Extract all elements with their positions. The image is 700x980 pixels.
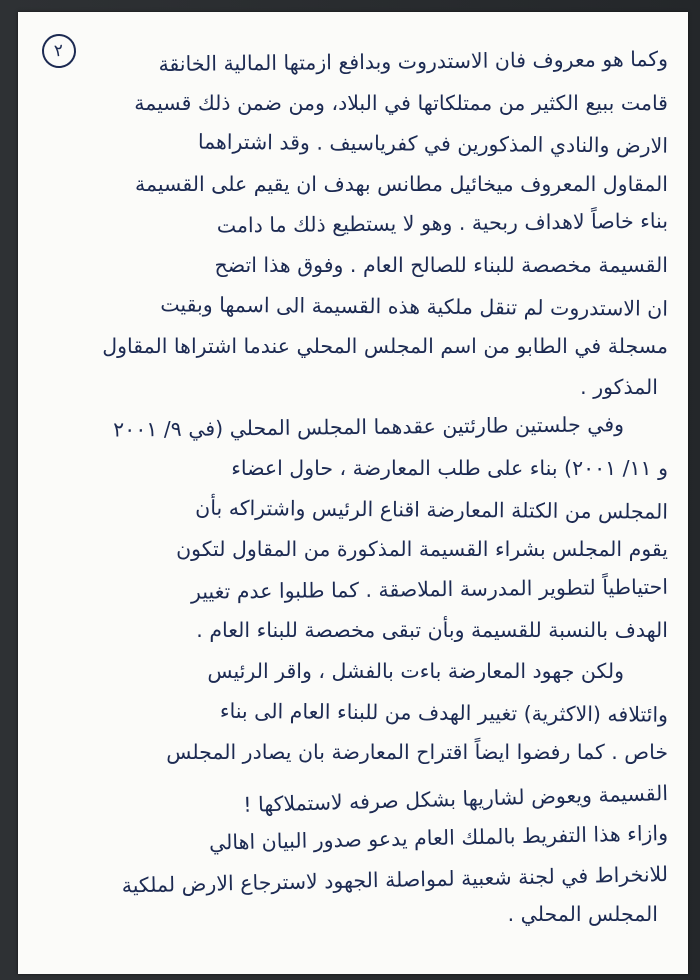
- text-line: مسجلة في الطابو من اسم المجلس المحلي عندما اشتراها المقاول: [102, 334, 668, 359]
- text-line: القسيمة مخصصة للبناء للصالح العام . وفوق هذا اتضح: [214, 252, 668, 277]
- text-line: وازاء هذا التفريط بالملك العام يدعو صدور البيان اهالي: [208, 821, 669, 855]
- text-line: المجلس من الكتلة المعارضة اقناع الرئيس واشتراكه بأن: [195, 495, 669, 524]
- text-line: خاص . كما رفضوا ايضاً اقتراح المعارضة بان يصادر المجلس: [166, 740, 668, 765]
- handwritten-letter-page: [18, 12, 688, 974]
- text-line: وكما هو معروف فان الاستدروت وبدافع ازمتها المالية الخانقة: [158, 46, 669, 77]
- text-line: المقاول المعروف ميخائيل مطانس بهدف ان يقيم على القسيمة: [135, 171, 668, 196]
- text-line: للانخراط في لجنة شعبية لمواصلة الجهود لاسترجاع الارض لملكية: [121, 861, 669, 898]
- letter-body: [44, 42, 668, 935]
- text-line: احتياطياً لتطوير المدرسة الملاصقة . كما طلبوا عدم تغيير: [190, 574, 669, 604]
- text-line: المجلس المحلي .: [507, 902, 658, 927]
- text-line: يقوم المجلس بشراء القسيمة المذكورة من المقاول لتكون: [176, 537, 668, 562]
- page-number-circle: ٢: [40, 32, 78, 70]
- text-line: ولكن جهود المعارضة باءت بالفشل ، واقر الرئيس: [207, 658, 624, 683]
- text-line: بناء خاصاً لاهداف ربحية . وهو لا يستطيع ذلك ما دامت: [216, 209, 669, 238]
- text-line: الهدف بالنسبة للقسيمة وبأن تبقى مخصصة للبناء العام .: [196, 618, 668, 643]
- text-line: و ١١/ ٢٠٠١) بناء على طلب المعارضة ، حاول اعضاء: [231, 455, 668, 480]
- text-line: القسيمة ويعوض لشاريها بشكل صرفه لاستملاكها !: [242, 780, 669, 817]
- text-line: ان الاستدروت لم تنقل ملكية هذه القسيمة الى اسمها وبقيت: [160, 291, 669, 321]
- text-line: الارض والنادي المذكورين في كفرياسيف . وقد اشتراهما: [197, 129, 669, 158]
- text-line: المذكور .: [580, 374, 658, 399]
- text-line: وائتلافه (الاكثرية) تغيير الهدف من للبناء العام الى بناء: [219, 698, 669, 727]
- text-line: وفي جلستين طارئتين عقدهما المجلس المحلي (في ٩/ ٢٠٠١: [113, 412, 625, 442]
- text-line: قامت ببيع الكثير من ممتلكاتها في البلاد، ومن ضمن ذلك قسيمة: [134, 90, 668, 115]
